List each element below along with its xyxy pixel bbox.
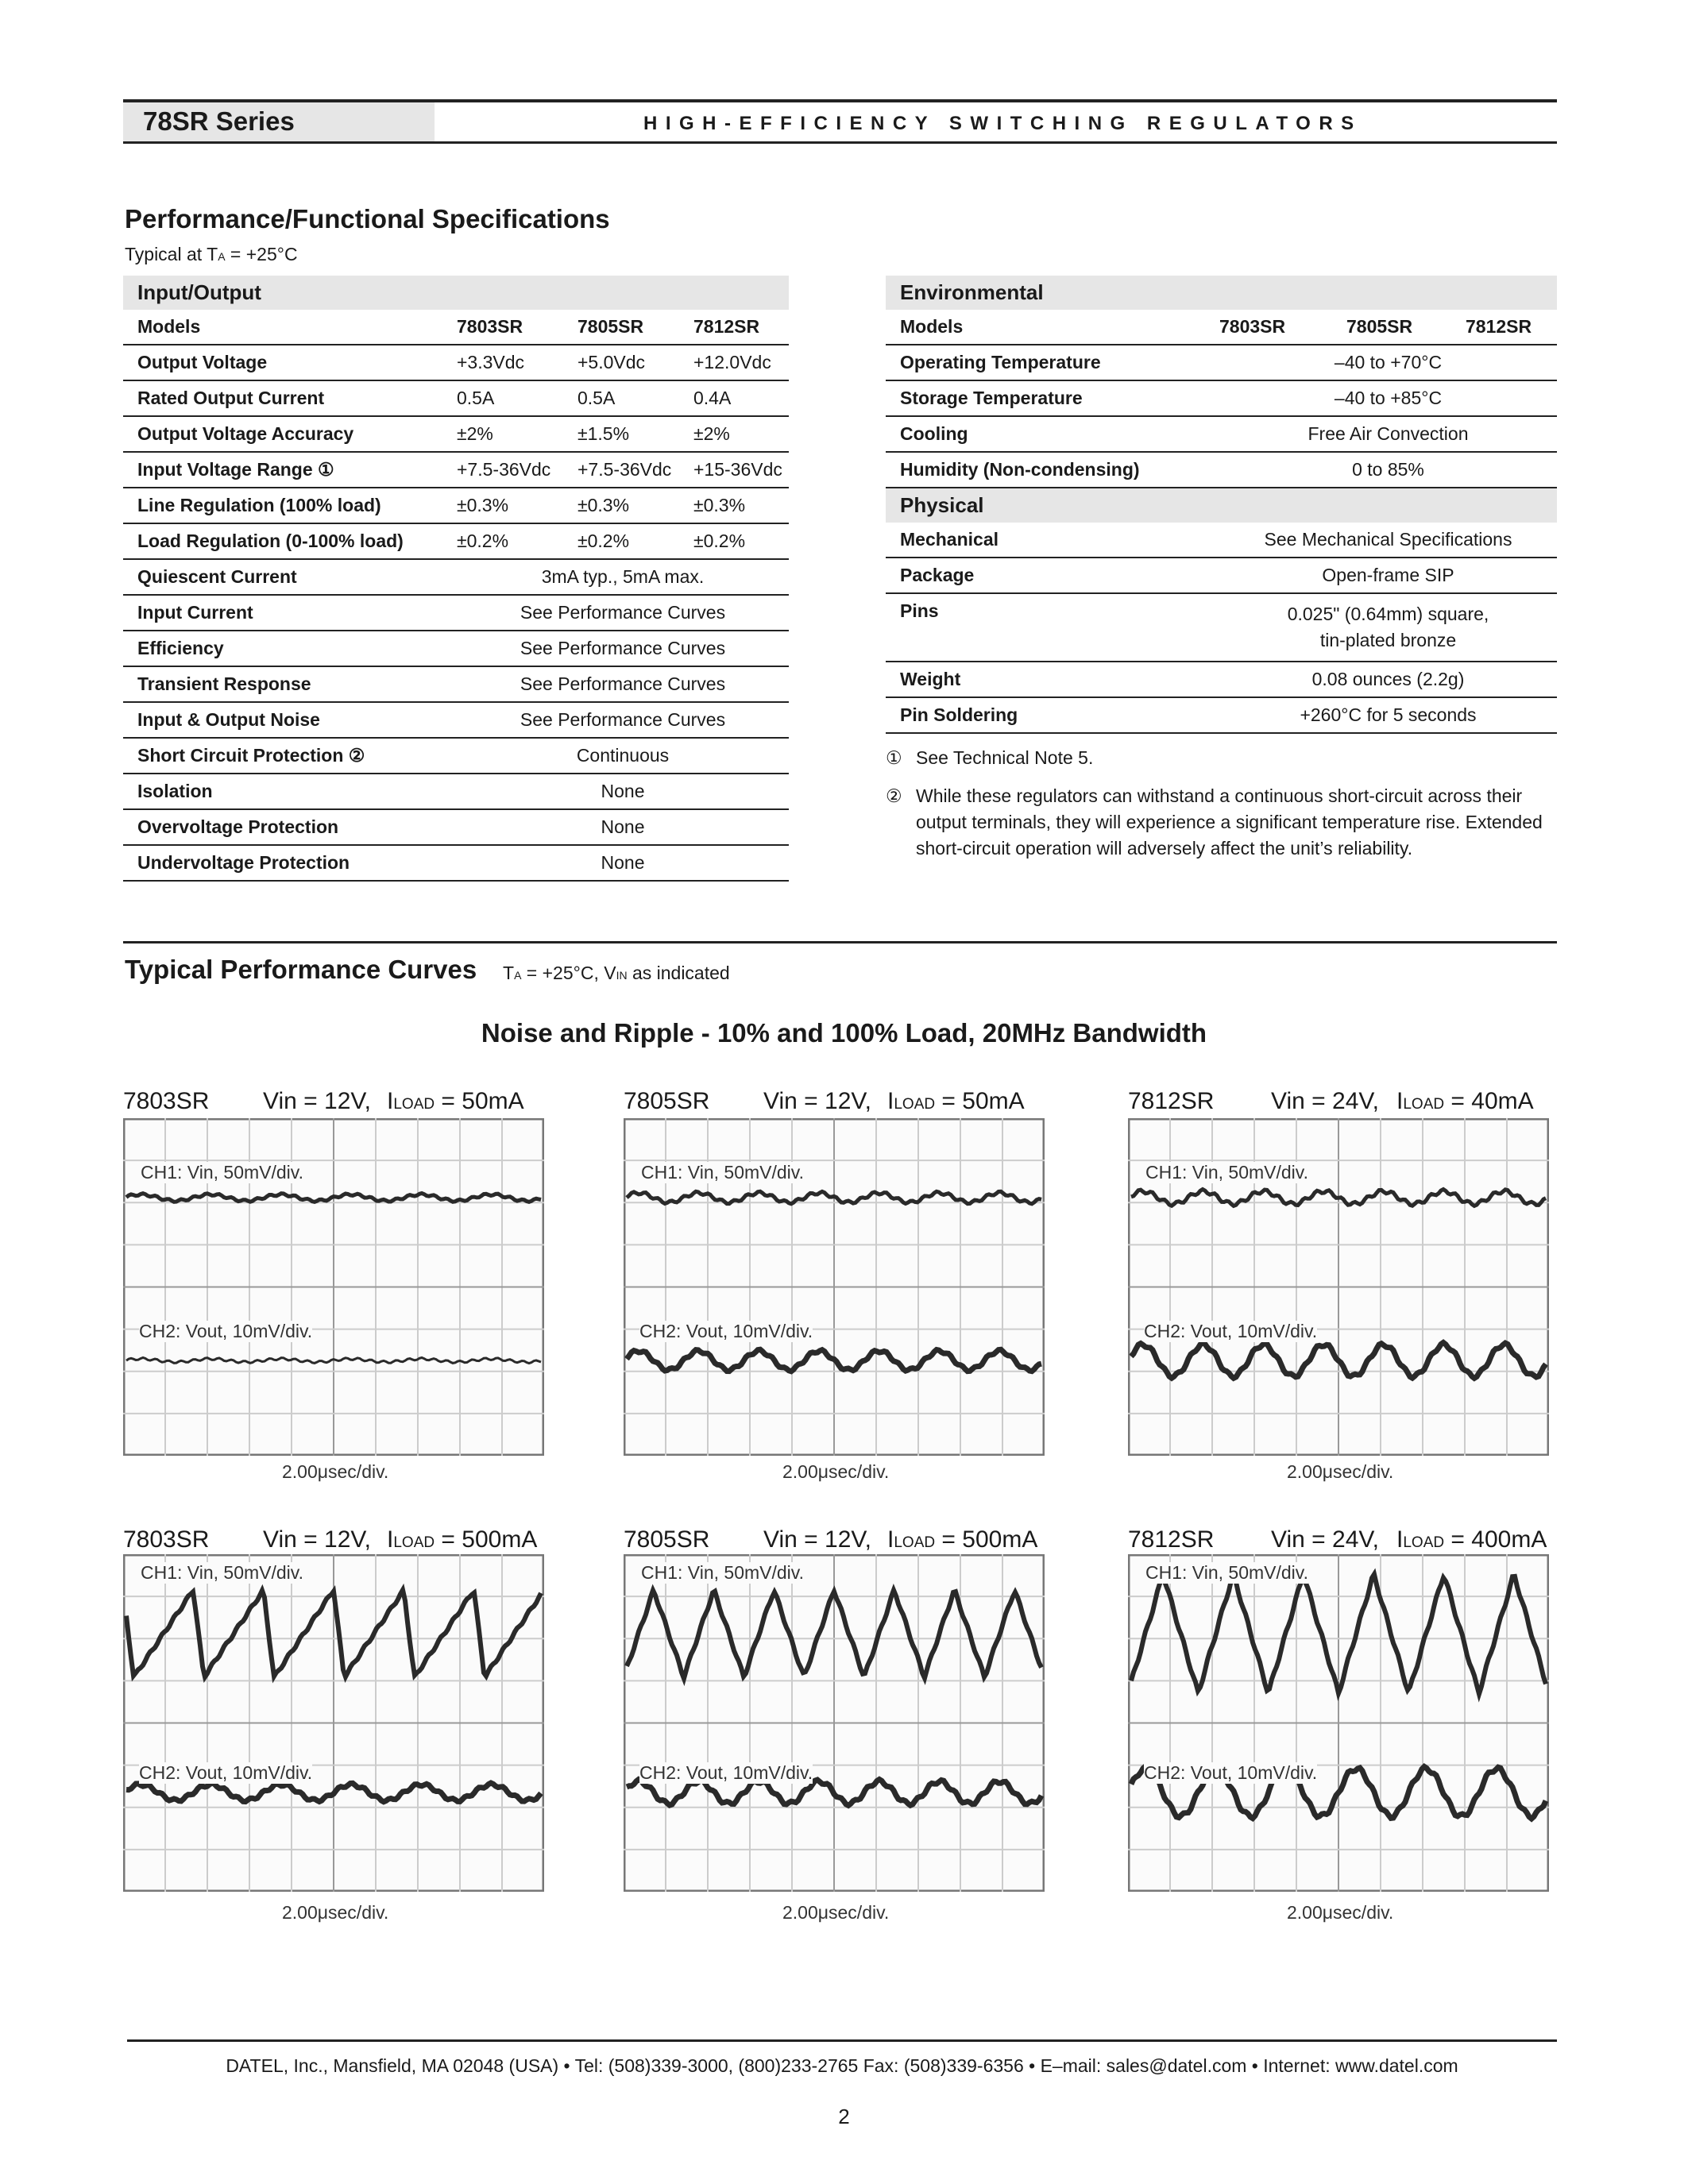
- spec-value: 0 to 85%: [1219, 452, 1557, 488]
- spec-value: See Performance Curves: [457, 702, 789, 738]
- spec-label: Overvoltage Protection: [123, 809, 457, 845]
- plot-vin: Vin = 12V,: [263, 1088, 371, 1114]
- spec-label: Load Regulation (0-100% load): [123, 523, 457, 559]
- spec-row: [886, 662, 1557, 697]
- plot-vin: Vin = 12V,: [763, 1088, 871, 1114]
- footnote: [886, 783, 1561, 859]
- footnote-text: While these regulators can withstand a continuous short-circuit across their output terminals, they will experience a significant temperature rise. Extended short-circuit operation will adversely affect the unit’s reliability.: [916, 785, 1543, 859]
- model-header: 7812SR: [693, 310, 789, 345]
- plot-model: 7805SR: [624, 1526, 710, 1553]
- spec-row: [123, 380, 789, 416]
- footer-rule: [127, 2039, 1557, 2042]
- plot-label: [1128, 1526, 1549, 1553]
- input-output-table: [123, 276, 789, 882]
- spec-label: Efficiency: [123, 631, 457, 666]
- spec-label: Quiescent Current: [123, 559, 457, 595]
- spec-value: See Performance Curves: [457, 595, 789, 631]
- timebase-label: 2.00μsec/div.: [1287, 1902, 1394, 1923]
- channel2-label: CH2: Vout, 10mV/div.: [639, 1762, 813, 1783]
- spec-value: +7.5-36Vdc: [457, 452, 577, 488]
- channel2-label: CH2: Vout, 10mV/div.: [139, 1762, 313, 1783]
- spec-row: [123, 809, 789, 845]
- models-label: Models: [886, 310, 1219, 345]
- header-rule-bottom: [123, 141, 1557, 144]
- channel1-label: CH1: Vin, 50mV/div.: [141, 1562, 303, 1583]
- plot-label: [1128, 1088, 1549, 1115]
- page-number: 2: [838, 2105, 850, 2128]
- plot-model: 7803SR: [123, 1526, 210, 1553]
- footnote-mark: ②: [886, 785, 902, 806]
- spec-row: [123, 523, 789, 559]
- spec-value: 3mA typ., 5mA max.: [457, 559, 789, 595]
- footnote-mark: ①: [886, 747, 902, 768]
- plot-label: [624, 1088, 1045, 1115]
- spec-row: [886, 523, 1557, 558]
- timebase-label: 2.00μsec/div.: [782, 1461, 890, 1482]
- timebase-label: 2.00μsec/div.: [1287, 1461, 1394, 1482]
- plot-vin: Vin = 12V,: [763, 1526, 871, 1553]
- spec-label: Input Current: [123, 595, 457, 631]
- spec-row: [123, 702, 789, 738]
- plot-iload: ILOAD = 40mA: [1396, 1088, 1534, 1114]
- footnote-text: See Technical Note 5.: [916, 747, 1094, 768]
- channel2-label: CH2: Vout, 10mV/div.: [139, 1321, 313, 1341]
- spec-value: –40 to +85°C: [1219, 380, 1557, 416]
- spec-row: [123, 774, 789, 809]
- plot-iload: ILOAD = 50mA: [887, 1088, 1025, 1114]
- spec-label: Storage Temperature: [886, 380, 1219, 416]
- spec-row: [123, 345, 789, 380]
- spec-row: [123, 559, 789, 595]
- spec-row: [123, 666, 789, 702]
- spec-row: [123, 416, 789, 452]
- timebase-label: 2.00μsec/div.: [782, 1902, 890, 1923]
- spec-label: Transient Response: [123, 666, 457, 702]
- spec-value: ±0.3%: [577, 488, 693, 523]
- spec-label: Pin Soldering: [886, 697, 1219, 733]
- spec-row: [123, 595, 789, 631]
- spec-value: ±0.2%: [577, 523, 693, 559]
- spec-label: Weight: [886, 662, 1219, 697]
- spec-value: 0.5A: [577, 380, 693, 416]
- spec-value: See Mechanical Specifications: [1219, 523, 1557, 558]
- channel1-label: CH1: Vin, 50mV/div.: [1145, 1162, 1308, 1183]
- channel2-label: CH2: Vout, 10mV/div.: [639, 1321, 813, 1341]
- spec-label: Cooling: [886, 416, 1219, 452]
- channel2-label: CH2: Vout, 10mV/div.: [1144, 1762, 1318, 1783]
- spec-value: +12.0Vdc: [693, 345, 789, 380]
- spec-label: Operating Temperature: [886, 345, 1219, 380]
- spec-value-line: 0.025" (0.64mm) square,: [1287, 604, 1489, 624]
- spec-row: [123, 488, 789, 523]
- spec-value: +15-36Vdc: [693, 452, 789, 488]
- spec-value: None: [457, 845, 789, 881]
- plot-vin: Vin = 24V,: [1271, 1526, 1379, 1553]
- channel1-label: CH1: Vin, 50mV/div.: [641, 1562, 804, 1583]
- spec-label: Input Voltage Range ①: [123, 452, 457, 488]
- spec-row: [886, 558, 1557, 593]
- plot-iload: ILOAD = 500mA: [387, 1526, 538, 1553]
- spec-value: ±0.3%: [693, 488, 789, 523]
- spec-value-line: tin-plated bronze: [1319, 630, 1457, 650]
- group-header: Physical: [886, 488, 1557, 523]
- spec-label: Humidity (Non-condensing): [886, 452, 1219, 488]
- environmental-table: [886, 276, 1557, 734]
- model-header: 7805SR: [1346, 310, 1466, 345]
- spec-label: Isolation: [123, 774, 457, 809]
- spec-value: See Performance Curves: [457, 631, 789, 666]
- series-title: 78SR Series: [143, 106, 295, 136]
- spec-value: ±0.2%: [457, 523, 577, 559]
- chart-group-title: Noise and Ripple - 10% and 100% Load, 20MHz Bandwidth: [481, 1018, 1207, 1048]
- models-label: Models: [123, 310, 457, 345]
- footnote: [886, 745, 1094, 771]
- plot-model: 7812SR: [1128, 1526, 1215, 1553]
- spec-row: [123, 845, 789, 881]
- spec-label: Short Circuit Protection ②: [123, 738, 457, 774]
- channel2-label: CH2: Vout, 10mV/div.: [1144, 1321, 1318, 1341]
- channel1-label: CH1: Vin, 50mV/div.: [141, 1162, 303, 1183]
- spec-value: See Performance Curves: [457, 666, 789, 702]
- spec-value: +260°C for 5 seconds: [1219, 697, 1557, 733]
- spec-value: ±0.3%: [457, 488, 577, 523]
- spec-row: [886, 697, 1557, 733]
- spec-value: 0.4A: [693, 380, 789, 416]
- oscilloscope-trace: [624, 1554, 1045, 1892]
- spec-value: 0.5A: [457, 380, 577, 416]
- spec-row: [123, 452, 789, 488]
- spec-value: ±2%: [457, 416, 577, 452]
- spec-value: Open-frame SIP: [1219, 558, 1557, 593]
- model-header: 7803SR: [457, 310, 577, 345]
- spec-label: Output Voltage Accuracy: [123, 416, 457, 452]
- footer-contact: DATEL, Inc., Mansfield, MA 02048 (USA) • Tel: (508)339-3000, (800)233-2765 Fax: (508)339-6356 • E–mail: sales@datel.com • Internet: www.datel.com: [226, 2055, 1458, 2076]
- spec-value: ±1.5%: [577, 416, 693, 452]
- spec-value: +3.3Vdc: [457, 345, 577, 380]
- group-header: Environmental: [886, 276, 1557, 310]
- spec-row: [886, 416, 1557, 452]
- spec-label: Mechanical: [886, 523, 1219, 558]
- spec-value: None: [457, 774, 789, 809]
- plot-model: 7812SR: [1128, 1088, 1215, 1114]
- specs-condition: Typical at TA = +25°C: [125, 244, 298, 264]
- plot-vin: Vin = 24V,: [1271, 1088, 1379, 1114]
- curves-condition: TA = +25°C, VIN as indicated: [503, 963, 730, 983]
- plot-label: [123, 1088, 544, 1115]
- spec-label: Pins: [886, 593, 1219, 662]
- spec-value: +7.5-36Vdc: [577, 452, 693, 488]
- spec-row: [123, 738, 789, 774]
- spec-label: Package: [886, 558, 1219, 593]
- spec-label: Input & Output Noise: [123, 702, 457, 738]
- spec-value: ±2%: [693, 416, 789, 452]
- spec-value: ±0.2%: [693, 523, 789, 559]
- plot-iload: ILOAD = 500mA: [887, 1526, 1038, 1553]
- section-title-specs: Performance/Functional Specifications: [125, 204, 610, 233]
- plot-iload: ILOAD = 400mA: [1396, 1526, 1547, 1553]
- spec-value: Free Air Convection: [1219, 416, 1557, 452]
- plot-label: [624, 1526, 1045, 1553]
- timebase-label: 2.00μsec/div.: [282, 1902, 389, 1923]
- spec-row: [886, 345, 1557, 380]
- oscilloscope-trace: [1128, 1554, 1549, 1892]
- model-header: 7803SR: [1219, 310, 1346, 345]
- spec-row: [886, 593, 1557, 662]
- model-header: 7812SR: [1466, 310, 1557, 345]
- group-header: Input/Output: [123, 276, 789, 310]
- section-title-curves: Typical Performance Curves: [125, 955, 477, 984]
- timebase-label: 2.00μsec/div.: [282, 1461, 389, 1482]
- channel1-label: CH1: Vin, 50mV/div.: [1145, 1562, 1308, 1583]
- spec-value: –40 to +70°C: [1219, 345, 1557, 380]
- section-rule: [123, 941, 1557, 943]
- spec-label: Rated Output Current: [123, 380, 457, 416]
- spec-value: Continuous: [457, 738, 789, 774]
- plot-model: 7805SR: [624, 1088, 710, 1114]
- model-header: 7805SR: [577, 310, 693, 345]
- channel1-label: CH1: Vin, 50mV/div.: [641, 1162, 804, 1183]
- spec-value: None: [457, 809, 789, 845]
- header-tagline: HIGH-EFFICIENCY SWITCHING REGULATORS: [643, 113, 1362, 134]
- plot-model: 7803SR: [123, 1088, 210, 1114]
- spec-row: [886, 380, 1557, 416]
- spec-value: +5.0Vdc: [577, 345, 693, 380]
- oscilloscope-trace: [123, 1554, 544, 1892]
- spec-value: [1219, 593, 1557, 662]
- spec-label: Undervoltage Protection: [123, 845, 457, 881]
- plot-vin: Vin = 12V,: [263, 1526, 371, 1553]
- spec-row: [886, 452, 1557, 488]
- plot-label: [123, 1526, 544, 1553]
- plot-iload: ILOAD = 50mA: [387, 1088, 524, 1114]
- spec-label: Output Voltage: [123, 345, 457, 380]
- spec-label: Line Regulation (100% load): [123, 488, 457, 523]
- spec-row: [123, 631, 789, 666]
- spec-value: 0.08 ounces (2.2g): [1219, 662, 1557, 697]
